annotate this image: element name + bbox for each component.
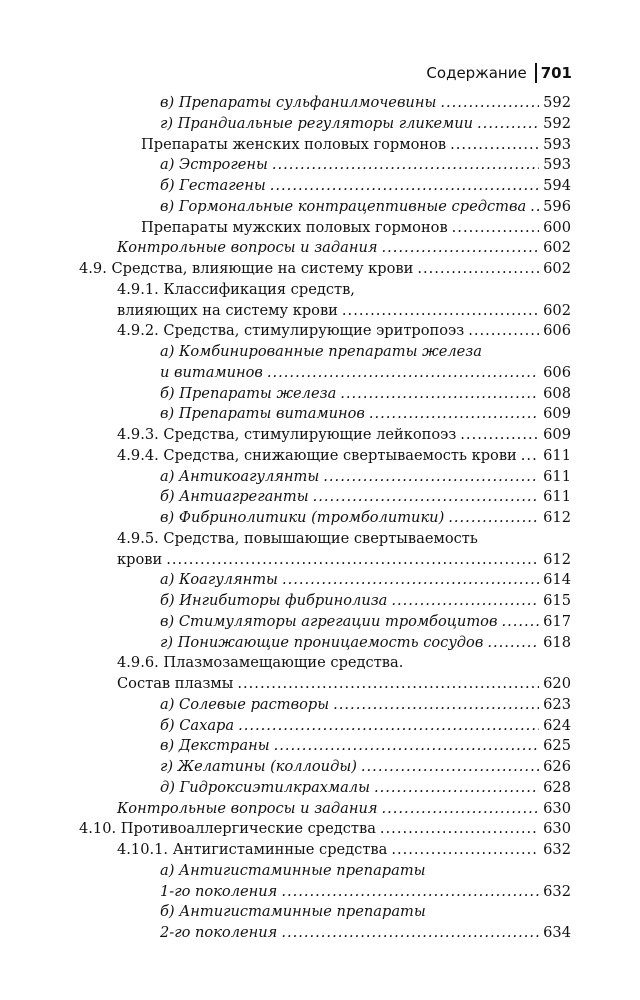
toc-entry-title: 1-го поколения [160,882,278,900]
toc-entry-page: 618 [543,633,571,651]
toc-entry-page: 612 [543,550,571,568]
toc-leader-dots [272,154,539,175]
toc-leader-dots [238,715,539,736]
toc-leader-dots [521,445,539,466]
toc-entry-page: 620 [543,675,571,692]
toc-entry [160,507,571,528]
toc-entry-title: 4.10. Противоаллергические средства [79,820,376,838]
toc-leader-dots [477,113,539,134]
toc-leader-dots [448,507,539,528]
toc-leader-dots [487,632,539,653]
toc-entry [141,217,571,238]
toc-entry-title: в) Гормональные контрацептивные средства [160,197,527,215]
toc-entry [160,466,571,487]
toc-entry-title: б) Гестагены [160,177,266,194]
toc-entry-page: 606 [543,363,571,381]
toc-entry-title: а) Антигистаминные препараты [160,861,426,879]
toc-entry-title: г) Понижающие проницаемость сосудов [160,633,484,651]
toc-entry [160,403,571,424]
toc-entry-title: д) Гидроксиэтилкрахмалы [160,778,370,796]
toc-entry-title: в) Декстраны [160,737,270,755]
toc-entry [160,694,571,715]
toc-entry-title: 4.9.3. Средства, стимулирующие лейкопоэз [117,426,457,443]
toc-entry-title: б) Антигистаминные препараты [160,903,426,921]
toc-entry-title: а) Коагулянты [160,571,278,589]
toc-entry-page: 617 [543,612,571,630]
toc-leader-dots [374,777,539,798]
toc-entry [117,549,571,570]
toc-entry-title: 4.10.1. Антигистаминные средства [117,841,388,858]
toc-entry-page: 592 [543,94,571,111]
toc-entry-title: а) Солевые растворы [160,695,330,713]
toc-leader-dots [282,569,539,590]
toc-entry-title: и витаминов [160,363,263,381]
toc-entry [160,92,571,113]
toc-leader-dots [382,798,540,819]
toc-entry-title: а) Антикоагулянты [160,467,320,485]
toc-entry-title: крови [117,550,163,568]
toc-entry-page: 608 [543,384,571,402]
toc-leader-dots [313,486,540,507]
toc-entry [117,445,571,466]
toc-entry [160,922,571,943]
toc-entry-title: 4.9.6. Плазмозамещающие средства. [117,654,404,672]
toc-entry-title: б) Ингибиторы фибринолиза [160,592,388,609]
toc-entry [117,424,571,445]
toc-entry-title: б) Препараты железа [160,384,337,402]
toc-entry-title: Контрольные вопросы и задания [117,799,378,817]
toc-entry-page: 623 [543,695,571,713]
toc-entry [160,860,571,881]
toc-leader-dots [450,134,539,155]
toc-entry [117,673,571,694]
page-header [426,60,572,86]
toc-entry-title: влияющих на систему крови [117,301,338,319]
toc-entry-page: 632 [543,882,571,900]
toc-entry [160,735,571,756]
toc-entry-page: 592 [543,114,571,132]
toc-entry [160,632,571,653]
toc-leader-dots [237,673,539,694]
toc-entry [160,590,571,611]
toc-entry-page: 632 [543,841,571,858]
toc-entry [160,569,571,590]
toc-entry-title: а) Эстрогены [160,156,268,174]
toc-entry [160,777,571,798]
page-number: 701 [540,64,572,82]
toc-entry-page: 634 [543,924,571,941]
toc-entry [160,341,571,362]
toc-entry-title: в) Фибринолитики (тромболитики) [160,509,445,526]
toc-entry [160,196,571,217]
toc-entry-title: Состав плазмы [117,675,234,692]
toc-leader-dots [530,196,539,217]
toc-entry-title: б) Сахара [160,716,235,734]
toc-entry-page: 614 [543,571,571,589]
toc-leader-dots [468,320,539,341]
toc-entry-page: 611 [543,446,571,464]
toc-entry [117,528,571,549]
toc-leader-dots [274,735,540,756]
toc-entry [160,383,571,404]
toc-leader-dots [460,424,539,445]
toc-entry [160,611,571,632]
toc-entry-title: 2-го поколения [160,924,278,941]
toc-entry-page: 602 [543,260,571,277]
toc-entry-title: в) Препараты сульфанилмочевины [160,94,437,111]
toc-entry-title: 4.9.4. Средства, снижающие свертываемость крови [117,446,517,464]
toc-leader-dots [369,403,539,424]
toc-entry [141,134,571,155]
toc-leader-dots [340,383,539,404]
toc-entry-title: а) Комбинированные препараты железа [160,343,482,360]
toc-entry-page: 593 [543,135,571,153]
toc-entry-title: Контрольные вопросы и задания [117,239,378,257]
toc-leader-dots [342,300,539,321]
toc-entry [117,320,571,341]
toc-entry-title: 4.9.2. Средства, стимулирующие эритропоэз [117,322,465,340]
toc-entry-page: 609 [543,426,571,443]
toc-entry-page: 611 [543,488,571,506]
toc-entry [160,154,571,175]
toc-leader-dots [166,549,539,570]
toc-entry-page: 611 [543,467,571,485]
header-divider [535,63,537,83]
toc-entry [160,901,571,922]
toc-entry-page: 626 [543,758,571,775]
toc-entry-page: 630 [543,799,571,817]
toc-leader-dots [391,590,539,611]
toc-entry [160,756,571,777]
toc-entry-page: 630 [543,820,571,838]
toc-entry-page: 606 [543,322,571,340]
toc-leader-dots [382,237,540,258]
toc-entry [117,300,571,321]
toc-entry [117,279,571,300]
toc-entry [79,818,571,839]
toc-entry [117,839,571,860]
toc-entry [160,175,571,196]
toc-leader-dots [267,362,539,383]
toc-entry-title: Препараты женских половых гормонов [141,135,447,153]
toc-entry-title: в) Стимуляторы агрегации тромбоцитов [160,612,498,630]
toc-entry-title: б) Антиагреганты [160,488,309,506]
toc-entry [117,652,571,673]
toc-leader-dots [361,756,539,777]
toc-leader-dots [323,466,539,487]
toc-entry-page: 624 [543,716,571,734]
toc-entry [79,258,571,279]
toc-entry-page: 593 [543,156,571,174]
toc-entry-title: 4.9. Средства, влияющие на систему крови [79,260,414,277]
toc-leader-dots [417,258,539,279]
toc-entry-title: 4.9.5. Средства, повышающие свертываемость [117,529,478,547]
toc-entry [160,881,571,902]
toc-entry-page: 609 [543,405,571,423]
toc-leader-dots [270,175,539,196]
toc-leader-dots [501,611,539,632]
toc-entry-title: 4.9.1. Классификация средств, [117,280,355,298]
toc-entry-page: 594 [543,177,571,194]
toc-entry-page: 628 [543,778,571,796]
toc-leader-dots [452,217,539,238]
toc-entry-page: 612 [543,509,571,526]
toc-entry [160,715,571,736]
toc-entry-page: 600 [543,218,571,236]
toc-entry-page: 602 [543,301,571,319]
toc-leader-dots [281,881,539,902]
toc-leader-dots [440,92,539,113]
toc-entry-title: г) Прандиальные регуляторы гликемии [160,114,474,132]
running-title: Содержание [426,64,527,82]
toc-entry-title: Препараты мужских половых гормонов [141,218,448,236]
toc-leader-dots [333,694,539,715]
toc-leader-dots [380,818,539,839]
toc-entry [160,486,571,507]
toc-leader-dots [281,922,539,943]
toc-entry-page: 615 [543,592,571,609]
toc-entry-page: 625 [543,737,571,755]
toc-entry [160,362,571,383]
toc-leader-dots [391,839,539,860]
toc-entry-title: г) Желатины (коллоиды) [160,758,357,775]
toc-entry [117,237,571,258]
toc-entry-page: 602 [543,239,571,257]
toc-entry [117,798,571,819]
toc-entry [160,113,571,134]
toc-entry-page: 596 [543,197,571,215]
toc-entry-title: в) Препараты витаминов [160,405,365,423]
